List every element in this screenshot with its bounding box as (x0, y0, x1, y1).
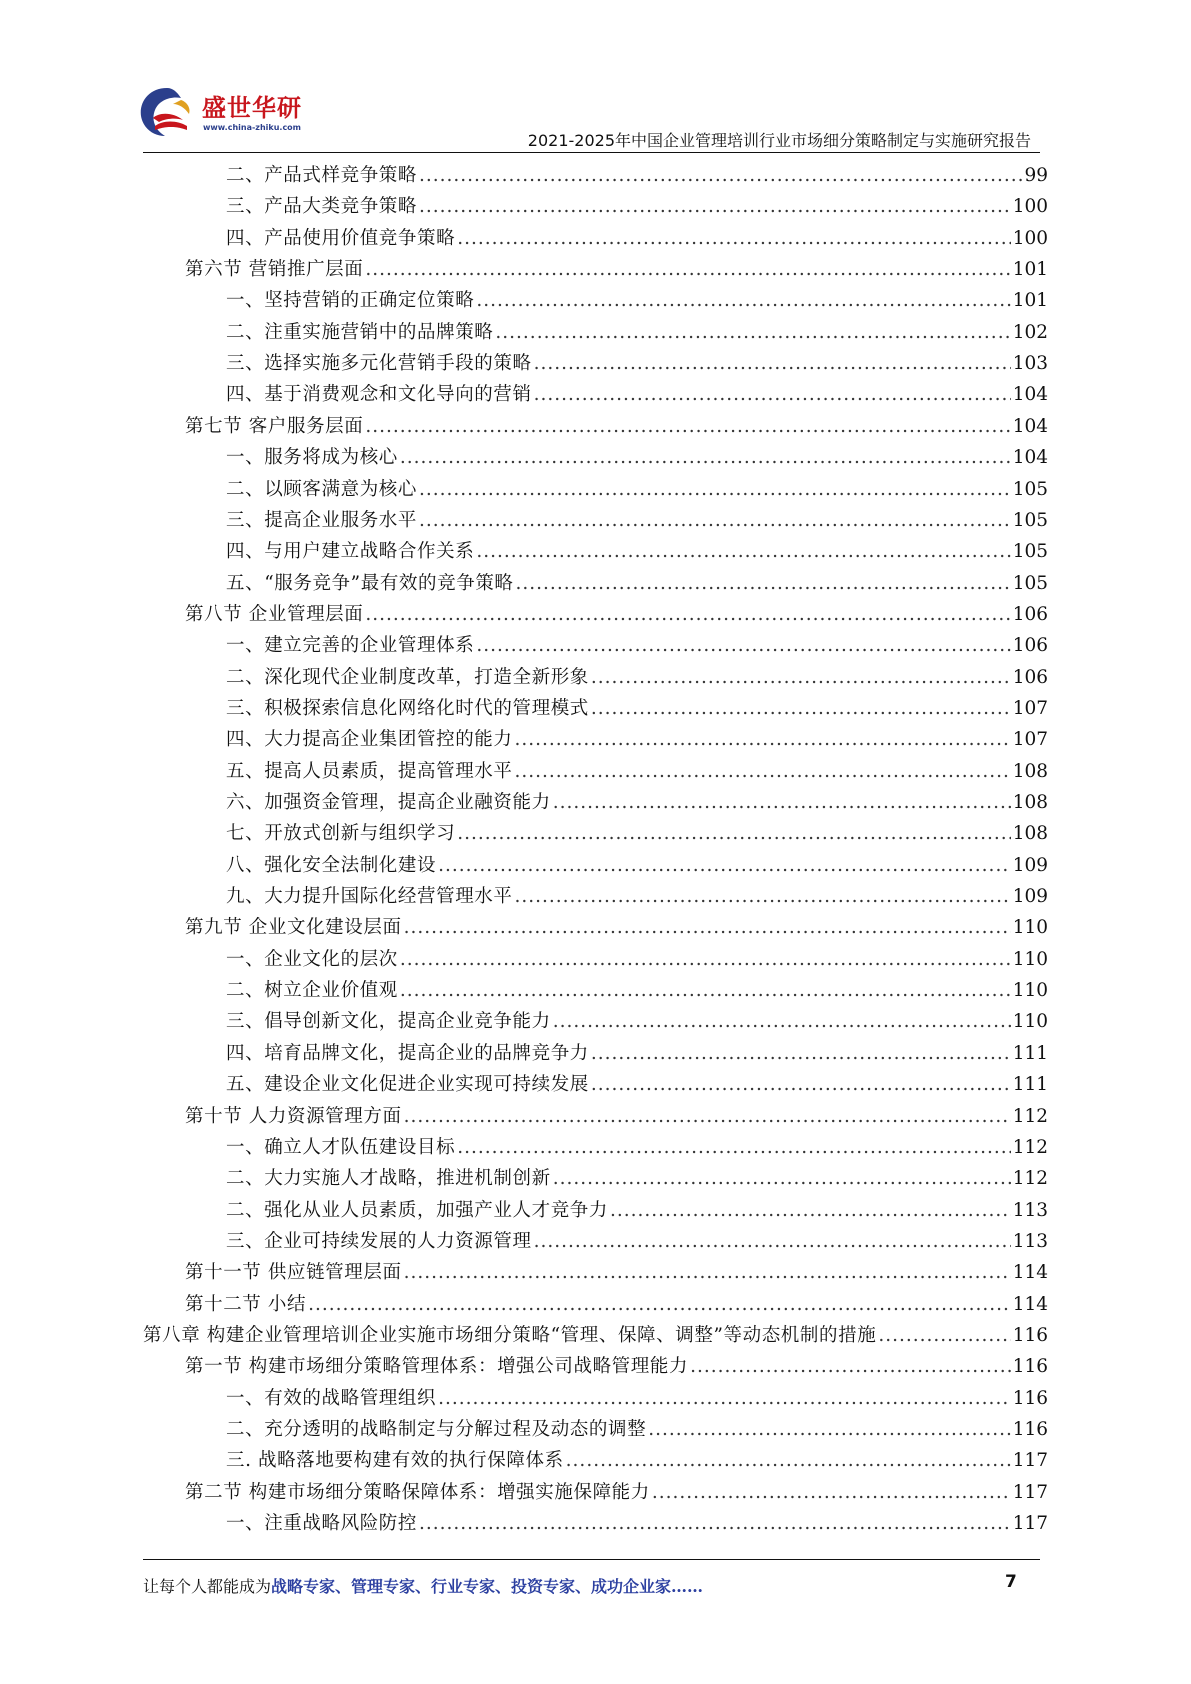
toc-entry-title: 二、充分透明的战略制定与分解过程及动态的调整 (226, 1419, 647, 1440)
toc-entry-page: 116 (1012, 1324, 1048, 1346)
toc-entry-title: 三、倡导创新文化，提高企业竞争能力 (226, 1011, 551, 1033)
toc-dot-leader (516, 568, 1011, 599)
toc-dot-leader (566, 1445, 1011, 1476)
company-logo (142, 84, 317, 144)
toc-entry-title: 四、培育品牌文化，提高企业的品牌竞争力 (226, 1042, 589, 1064)
toc-dot-leader (419, 191, 1011, 222)
toc-entry[interactable] (226, 1006, 1048, 1037)
toc-entry[interactable] (226, 630, 1048, 661)
toc-entry[interactable] (226, 693, 1048, 724)
toc-entry-title: 三、企业可持续发展的人力资源管理 (226, 1230, 532, 1252)
toc-entry-title: 三、产品大类竞争策略 (226, 196, 418, 218)
toc-dot-leader (534, 348, 1011, 379)
toc-entry[interactable] (226, 1445, 1048, 1476)
toc-entry[interactable] (226, 850, 1048, 881)
toc-entry-title: 五、建设企业文化促进企业实现可持续发展 (226, 1074, 589, 1096)
toc-dot-leader (648, 1414, 1010, 1445)
toc-dot-leader (515, 756, 1011, 787)
toc-entry-title: 七、开放式创新与组织学习 (226, 823, 456, 845)
toc-dot-leader (404, 1101, 1011, 1132)
toc-entry[interactable] (226, 1383, 1048, 1414)
toc-entry-page: 102 (1012, 321, 1048, 343)
toc-entry[interactable] (185, 411, 1048, 442)
toc-entry[interactable] (226, 1414, 1048, 1445)
toc-dot-leader (404, 1257, 1011, 1288)
toc-entry-page: 112 (1012, 1105, 1048, 1127)
toc-dot-leader (438, 1383, 1011, 1414)
toc-entry-title: 第九节 企业文化建设层面 (185, 917, 402, 939)
toc-entry-page: 116 (1012, 1387, 1048, 1409)
toc-entry[interactable] (226, 724, 1048, 755)
toc-entry-title: 二、深化现代企业制度改革，打造全新形象 (226, 666, 589, 688)
toc-dot-leader (404, 912, 1011, 943)
toc-entry-page: 117 (1012, 1513, 1048, 1535)
toc-dot-leader (591, 662, 1011, 693)
toc-dot-leader (457, 1132, 1010, 1163)
toc-entry-page: 107 (1012, 697, 1048, 719)
toc-dot-leader (419, 474, 1011, 505)
toc-entry-title: 三、选择实施多元化营销手段的策略 (226, 353, 532, 375)
toc-entry-title: 五、提高人员素质，提高管理水平 (226, 760, 513, 782)
toc-entry-title: 第八节 企业管理层面 (185, 603, 364, 625)
toc-entry-title: 一、确立人才队伍建设目标 (226, 1136, 456, 1158)
toc-entry-page: 104 (1012, 415, 1048, 437)
toc-entry-title: 三、积极探索信息化网络化时代的管理模式 (226, 697, 589, 719)
toc-entry-page: 110 (1012, 917, 1048, 939)
toc-entry-page: 108 (1012, 760, 1048, 782)
toc-entry-page: 114 (1012, 1262, 1048, 1284)
toc-entry[interactable] (226, 191, 1048, 222)
toc-entry-title: 第六节 营销推广层面 (185, 259, 364, 281)
toc-entry-page: 108 (1012, 823, 1048, 845)
toc-dot-leader (591, 693, 1011, 724)
toc-entry-title: 第十一节 供应链管理层面 (185, 1262, 402, 1284)
toc-dot-leader (690, 1351, 1011, 1382)
toc-entry[interactable] (185, 599, 1048, 630)
toc-entry-page: 117 (1012, 1450, 1048, 1472)
toc-entry-title: 四、基于消费观念和文化导向的营销 (226, 384, 532, 406)
toc-entry-title: 四、大力提高企业集团管控的能力 (226, 729, 513, 751)
toc-dot-leader (400, 442, 1011, 473)
toc-dot-leader (400, 975, 1011, 1006)
toc-dot-leader (553, 1006, 1011, 1037)
toc-dot-leader (476, 536, 1010, 567)
toc-dot-leader (534, 379, 1011, 410)
toc-entry[interactable] (226, 1508, 1048, 1539)
toc-dot-leader (476, 630, 1010, 661)
toc-entry-title: 一、建立完善的企业管理体系 (226, 635, 475, 657)
toc-entry-title: 一、有效的战略管理组织 (226, 1387, 437, 1409)
toc-entry-title: 二、树立企业价值观 (226, 980, 398, 1002)
toc-entry-title: 三. 战略落地要构建有效的执行保障体系 (226, 1450, 564, 1472)
toc-entry[interactable] (226, 662, 1048, 693)
toc-entry-page: 107 (1012, 729, 1048, 751)
toc-entry-page: 112 (1012, 1168, 1048, 1190)
toc-entry[interactable] (226, 379, 1048, 410)
toc-entry[interactable] (226, 944, 1048, 975)
toc-entry-title: 第十二节 小结 (185, 1293, 307, 1315)
toc-entry-title: 四、产品使用价值竞争策略 (226, 227, 456, 249)
toc-entry-page: 99 (1024, 165, 1048, 186)
toc-entry-page: 109 (1012, 886, 1048, 908)
toc-entry[interactable] (226, 505, 1048, 536)
toc-dot-leader (457, 223, 1010, 254)
toc-entry-page: 113 (1012, 1230, 1048, 1252)
toc-dot-leader (553, 787, 1011, 818)
toc-entry-page: 105 (1012, 478, 1048, 500)
toc-dot-leader (419, 160, 1022, 191)
toc-dot-leader (419, 1508, 1011, 1539)
toc-dot-leader (591, 1069, 1011, 1100)
toc-entry[interactable] (185, 912, 1048, 943)
toc-entry[interactable] (226, 474, 1048, 505)
toc-entry-title: 二、产品式样竞争策略 (226, 165, 418, 186)
toc-dot-leader (438, 850, 1011, 881)
toc-entry-page: 110 (1012, 980, 1048, 1002)
toc-entry[interactable] (185, 1257, 1048, 1288)
toc-entry-title: 四、与用户建立战略合作关系 (226, 541, 475, 563)
toc-entry-title: 第十节 人力资源管理方面 (185, 1105, 402, 1127)
toc-entry-title: 五、“服务竞争”最有效的竞争策略 (226, 572, 514, 594)
toc-entry-page: 105 (1012, 541, 1048, 563)
toc-entry-title: 一、企业文化的层次 (226, 948, 398, 970)
toc-entry-page: 103 (1012, 353, 1048, 375)
toc-entry-page: 101 (1012, 259, 1048, 281)
toc-entry-title: 六、加强资金管理，提高企业融资能力 (226, 792, 551, 813)
logo-url: www.china-zhiku.com (203, 123, 302, 132)
toc-entry-page: 113 (1012, 1199, 1048, 1221)
toc-entry[interactable] (226, 975, 1048, 1006)
toc-dot-leader (591, 1038, 1011, 1069)
toc-entry-page: 114 (1012, 1293, 1048, 1315)
toc-entry-page: 105 (1012, 572, 1048, 594)
toc-entry-page: 112 (1012, 1136, 1048, 1158)
toc-entry[interactable] (226, 285, 1048, 316)
toc-entry-page: 105 (1012, 509, 1048, 531)
header-divider (143, 152, 1040, 153)
toc-dot-leader (308, 1289, 1011, 1320)
toc-entry[interactable] (226, 223, 1048, 254)
footer-slogan (143, 1574, 703, 1597)
toc-entry-title: 二、强化从业人员素质，加强产业人才竞争力 (226, 1199, 609, 1221)
toc-entry[interactable] (226, 1226, 1048, 1257)
toc-entry[interactable] (185, 1351, 1048, 1382)
toc-entry-title: 一、坚持营销的正确定位策略 (226, 290, 475, 312)
toc-entry-page: 108 (1012, 792, 1048, 813)
toc-entry-title: 第一节 构建市场细分策略管理体系：增强公司战略管理能力 (185, 1356, 689, 1378)
toc-entry-page: 106 (1012, 635, 1048, 657)
footer-slogan-lead: 让每个人都能成为 (143, 1577, 272, 1596)
toc-entry-title: 一、服务将成为核心 (226, 447, 398, 469)
toc-entry[interactable] (143, 1320, 1048, 1351)
toc-entry-title: 第二节 构建市场细分策略保障体系：增强实施保障能力 (185, 1481, 650, 1503)
toc-dot-leader (365, 599, 1010, 630)
toc-entry[interactable] (226, 536, 1048, 567)
toc-entry[interactable] (185, 1289, 1048, 1320)
toc-dot-leader (365, 411, 1010, 442)
toc-entry[interactable] (226, 756, 1048, 787)
toc-dot-leader (553, 1163, 1011, 1194)
toc-entry[interactable] (226, 1195, 1048, 1226)
footer-divider (143, 1559, 1040, 1560)
toc-entry-page: 109 (1012, 854, 1048, 876)
toc-entry[interactable] (226, 1069, 1048, 1100)
toc-entry[interactable] (226, 1038, 1048, 1069)
toc-dot-leader (495, 317, 1010, 348)
toc-entry-page: 116 (1012, 1356, 1048, 1378)
footer-slogan-highlight: 战略专家、管理专家、行业专家、投资专家、成功企业家…… (271, 1577, 704, 1596)
toc-entry-title: 第七节 客户服务层面 (185, 415, 364, 437)
toc-entry[interactable] (226, 881, 1048, 912)
toc-dot-leader (476, 285, 1010, 316)
toc-entry-page: 104 (1012, 447, 1048, 469)
toc-dot-leader (515, 881, 1011, 912)
toc-entry-page: 100 (1012, 227, 1048, 249)
toc-entry-title: 二、注重实施营销中的品牌策略 (226, 321, 494, 343)
toc-entry-page: 106 (1012, 603, 1048, 625)
toc-dot-leader (610, 1195, 1011, 1226)
logo-text: 盛世华研 (202, 94, 302, 122)
toc-dot-leader (652, 1477, 1011, 1508)
toc-entry-title: 二、大力实施人才战略，推进机制创新 (226, 1168, 551, 1190)
toc-dot-leader (515, 724, 1011, 755)
toc-dot-leader (365, 254, 1010, 285)
page-number: 7 (1005, 1572, 1017, 1592)
toc-entry[interactable] (185, 1101, 1048, 1132)
toc-entry-page: 117 (1012, 1481, 1048, 1503)
toc-entry[interactable] (226, 1163, 1048, 1194)
toc-entry-title: 二、以顾客满意为核心 (226, 478, 418, 500)
toc-entry[interactable] (226, 442, 1048, 473)
toc-entry-page: 110 (1012, 1011, 1048, 1033)
toc-entry-title: 九、大力提升国际化经营管理水平 (226, 886, 513, 908)
toc-dot-leader (534, 1226, 1011, 1257)
toc-dot-leader (419, 505, 1011, 536)
toc-entry-page: 100 (1012, 196, 1048, 218)
toc-entry-title: 三、提高企业服务水平 (226, 509, 418, 531)
toc-entry-title: 第八章 构建企业管理培训企业实施市场细分策略“管理、保障、调整”等动态机制的措施 (143, 1324, 877, 1346)
toc-entry-title: 一、注重战略风险防控 (226, 1513, 418, 1535)
toc-entry[interactable] (226, 160, 1048, 191)
toc-entry-page: 111 (1012, 1042, 1048, 1064)
toc-entry-page: 101 (1012, 290, 1048, 312)
toc-dot-leader (400, 944, 1011, 975)
toc-entry[interactable] (226, 1132, 1048, 1163)
toc-entry-title: 八、强化安全法制化建设 (226, 854, 437, 876)
logo-swoosh-icon (137, 82, 197, 142)
toc-entry[interactable] (185, 1477, 1048, 1508)
toc-dot-leader (878, 1320, 1010, 1351)
toc-entry-page: 106 (1012, 666, 1048, 688)
toc-entry[interactable] (226, 317, 1048, 348)
toc-entry-page: 116 (1012, 1419, 1048, 1440)
toc-entry[interactable] (226, 568, 1048, 599)
toc-entry[interactable] (226, 787, 1048, 818)
page-header (0, 0, 1191, 155)
toc-entry[interactable] (226, 818, 1048, 849)
document-title: 2021-2025年中国企业管理培训行业市场细分策略制定与实施研究报告 (527, 131, 1031, 150)
toc-dot-leader (457, 818, 1010, 849)
toc-entry-page: 110 (1012, 948, 1048, 970)
toc-entry-page: 111 (1012, 1074, 1048, 1096)
toc-entry-page: 104 (1012, 384, 1048, 406)
toc-entry[interactable] (226, 348, 1048, 379)
toc-entry[interactable] (185, 254, 1048, 285)
